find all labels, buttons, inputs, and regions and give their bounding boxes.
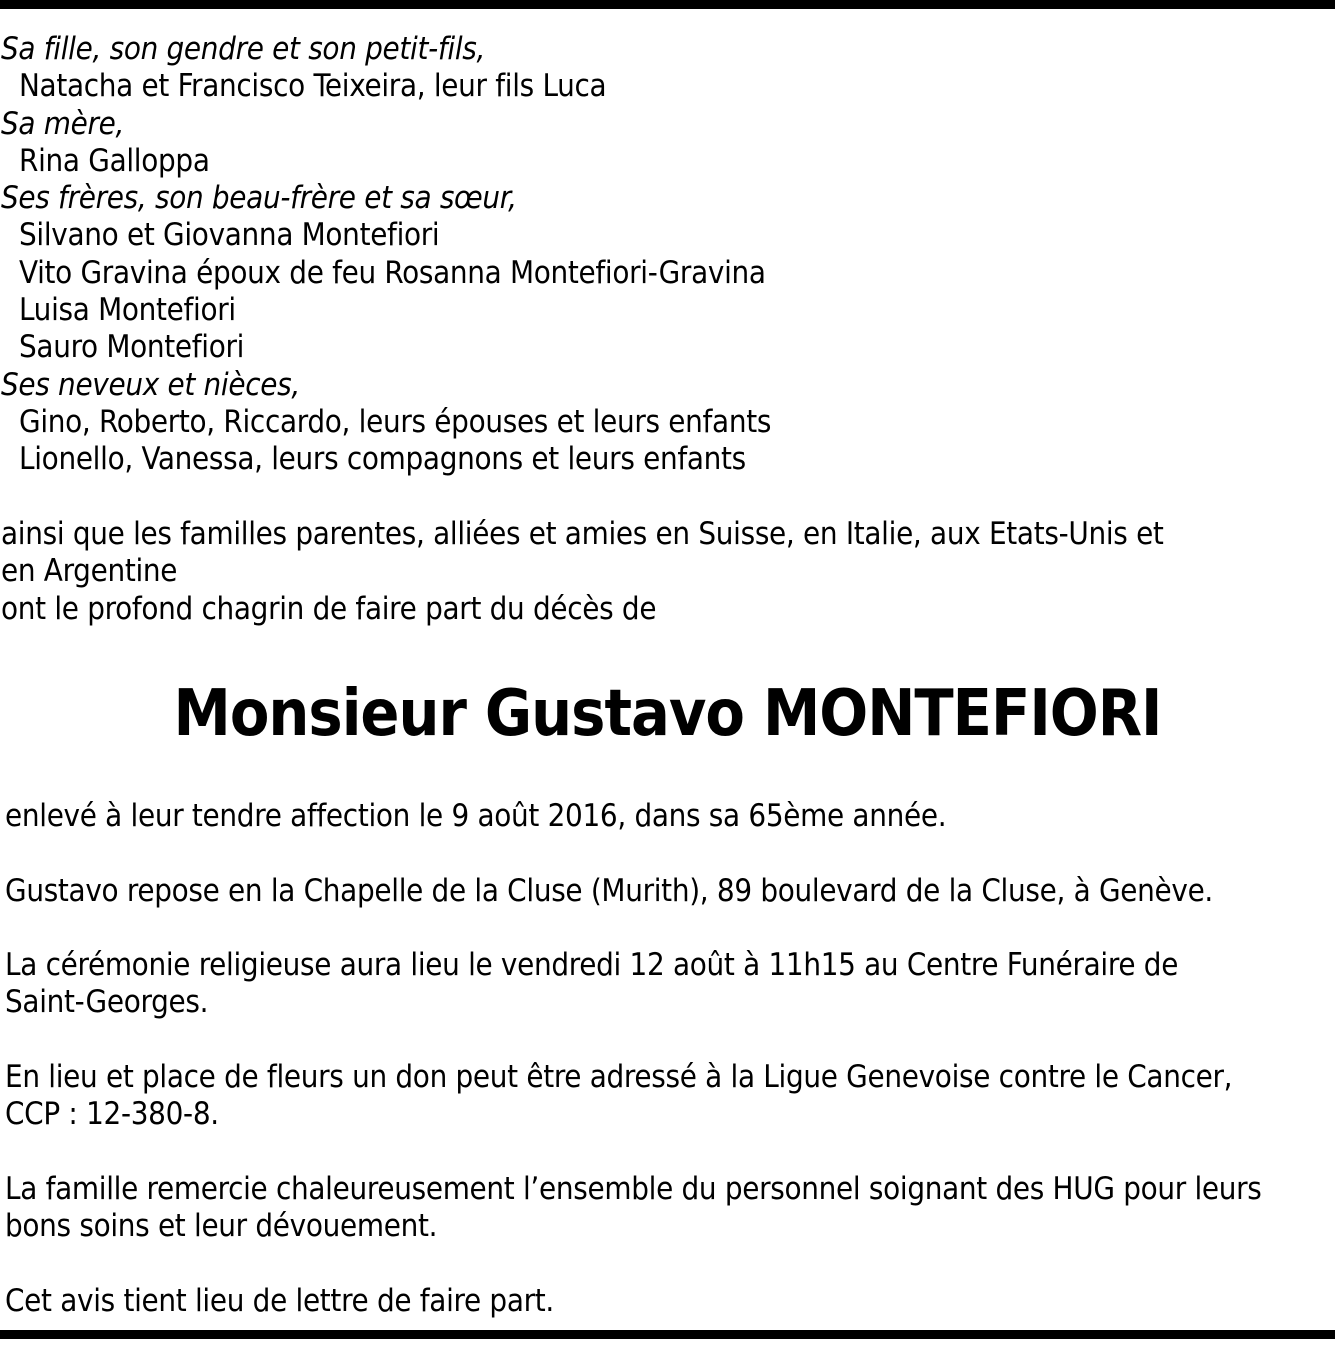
details-line: CCP : 12-380-8. [5,1096,219,1133]
family-member: Vito Gravina époux de feu Rosanna Montefiori-Gravina [19,254,766,291]
intro-line: ainsi que les familles parentes, alliées et amies en Suisse, en Italie, aux Etats-Unis et [1,516,1164,552]
family-group [1,180,771,366]
family-member: Gino, Roberto, Riccardo, leurs épouses et leurs enfants [19,403,772,440]
details-paragraph [5,1059,1262,1134]
details-paragraph [5,947,1262,1022]
details-line: Cet avis tient lieu de lettre de faire part. [5,1282,554,1319]
details-paragraph [5,873,1262,910]
details-paragraph [5,798,1262,835]
deceased-name: Monsieur Gustavo MONTEFIORI [173,677,1162,751]
details-paragraph [5,1283,1262,1320]
bottom-border-rule [0,1330,1335,1339]
family-group [1,31,771,106]
family-group [1,367,771,479]
details-paragraph [5,1171,1262,1246]
details-line: Saint-Georges. [5,984,209,1021]
family-member: Natacha et Francisco Teixeira, leur fils Luca [19,68,607,105]
family-member: Rina Galloppa [19,142,210,179]
intro-line: en Argentine [1,553,178,590]
announcement-intro [1,516,1164,628]
details-line: enlevé à leur tendre affection le 9 août 2016, dans sa 65ème année. [5,798,947,834]
details-line: En lieu et place de fleurs un don peut être adressé à la Ligue Genevoise contre le Cancer, [5,1059,1233,1096]
details-section [5,798,1262,1320]
family-list [1,31,771,479]
family-role: Ses frères, son beau-frère et sa sœur, [1,180,517,217]
details-line: La cérémonie religieuse aura lieu le vendredi 12 août à 11h15 au Centre Funéraire de [5,947,1179,984]
top-border-rule [0,0,1335,9]
family-group [1,106,771,181]
family-role: Sa mère, [1,105,125,142]
family-member: Lionello, Vanessa, leurs compagnons et leurs enfants [19,441,746,478]
family-member: Sauro Montefiori [19,329,245,366]
family-member: Silvano et Giovanna Montefiori [19,217,440,254]
family-role: Sa fille, son gendre et son petit-fils, [1,31,486,67]
details-line: bons soins et leur dévouement. [5,1208,438,1245]
intro-line: ont le profond chagrin de faire part du décès de [1,590,657,627]
family-member: Luisa Montefiori [19,292,236,329]
family-role: Ses neveux et nièces, [1,366,300,403]
details-line: Gustavo repose en la Chapelle de la Cluse (Murith), 89 boulevard de la Cluse, à Genève. [5,872,1213,909]
details-line: La famille remercie chaleureusement l’ensemble du personnel soignant des HUG pour leurs [5,1170,1262,1207]
